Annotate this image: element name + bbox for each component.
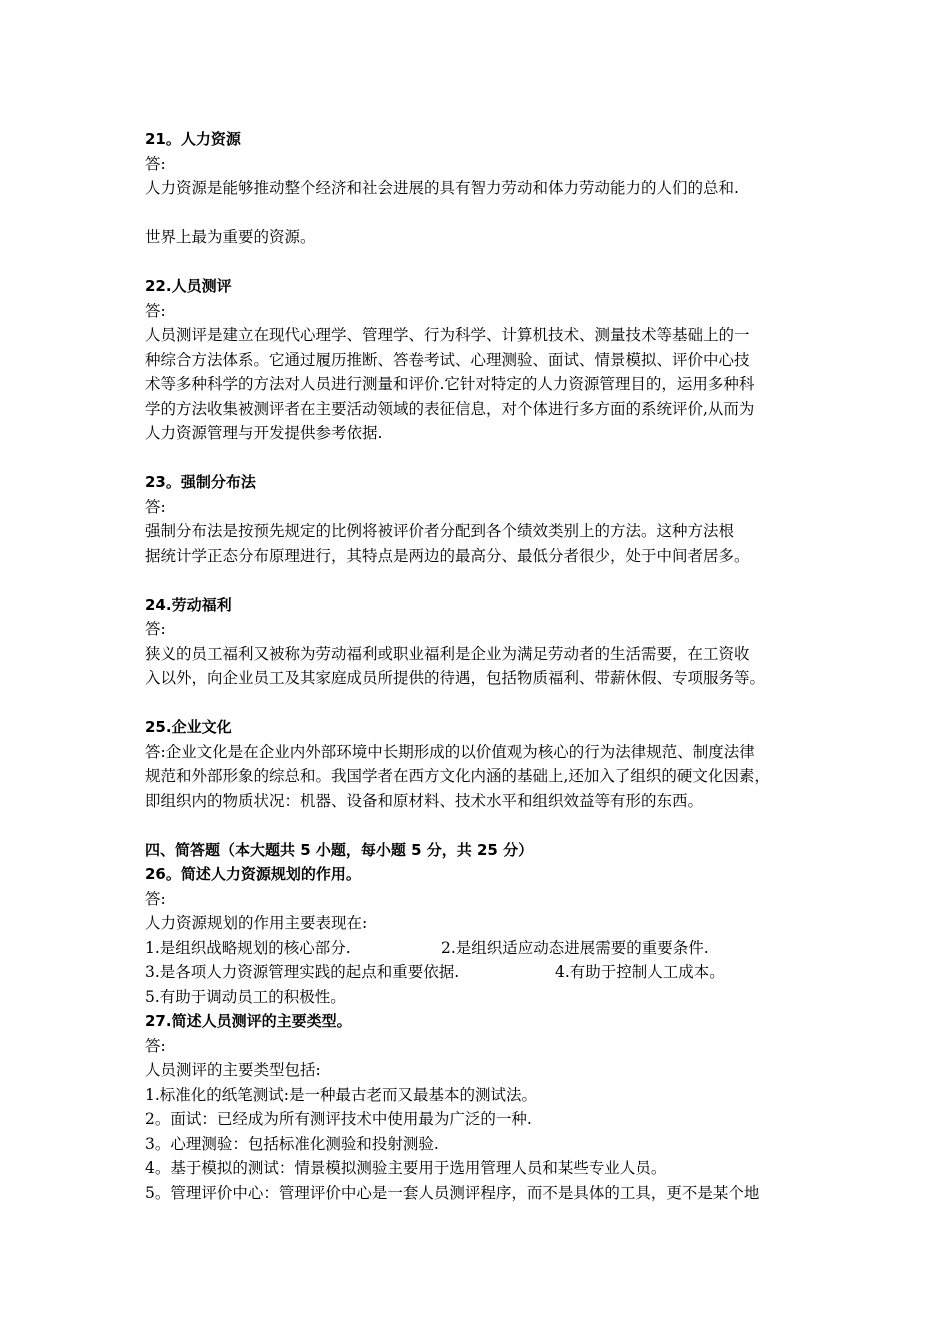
q22-answer-line: 学的方法收集被测评者在主要活动领域的表征信息，对个体进行多方面的系统评价,从而为 [145, 399, 755, 418]
q23-title: 23。强制分布法 [145, 473, 256, 491]
q25-answer-line: 规范和外部形象的综总和。我国学者在西方文化内涵的基础上,还加入了组织的硬文化因素， [145, 767, 770, 785]
spacer [145, 568, 825, 593]
q23-answer-line: 据统计学正态分布原理进行，其特点是两边的最高分、最低分者很少，处于中间者居多。 [145, 546, 750, 565]
q27-item: 3。心理测验：包括标准化测验和投射测验. [145, 1134, 439, 1153]
spacer [145, 813, 825, 838]
spacer [145, 250, 825, 275]
q21-answer-label: 答: [145, 154, 166, 173]
q22-answer-line: 种综合方法体系。它通过履历推断、答卷考试、心理测验、面试、情景模拟、评价中心技 [145, 350, 750, 369]
q27-item: 5。管理评价中心：管理评价中心是一套人员测评程序，而不是具体的工具，更不是某个地 [145, 1183, 760, 1202]
spacer [145, 691, 825, 716]
q26-item-4: 4.有助于控制人工成本。 [555, 963, 725, 981]
q25-title: 25.企业文化 [145, 718, 232, 736]
q26-item-1: 1.是组织战略规划的核心部分. [145, 938, 351, 957]
spacer [145, 446, 825, 471]
q21-title: 21。人力资源 [145, 130, 241, 148]
q27-item: 1.标准化的纸笔测试:是一种最古老而又最基本的测试法。 [145, 1085, 538, 1104]
q26-items-row [145, 960, 825, 985]
q27-intro: 人员测评的主要类型包括: [145, 1061, 321, 1079]
q22-title: 22.人员测评 [145, 277, 232, 295]
q26-title: 26。简述人力资源规划的作用。 [145, 865, 361, 883]
q27-title: 27.简述人员测评的主要类型。 [145, 1012, 352, 1030]
q26-item-3: 3.是各项人力资源管理实践的起点和重要依据. [145, 963, 460, 981]
q23-answer-label: 答: [145, 497, 166, 516]
q25-answer-line: 即组织内的物质状况：机器、设备和原材料、技术水平和组织效益等有形的东西。 [145, 791, 704, 810]
q25-answer-line: 答:企业文化是在企业内外部环境中长期形成的以价值观为核心的行为法律规范、制度法律 [145, 742, 755, 761]
q23-answer-line: 强制分布法是按预先规定的比例将被评价者分配到各个绩效类别上的方法。这种方法根 [145, 522, 735, 540]
q26-item-5: 5.有助于调动员工的积极性。 [145, 987, 346, 1006]
q22-answer-label: 答: [145, 301, 166, 320]
q27-answer-label: 答: [145, 1036, 166, 1055]
q24-answer-line: 入以外，向企业员工及其家庭成员所提供的待遇，包括物质福利、带薪休假、专项服务等。 [145, 669, 766, 687]
q26-intro: 人力资源规划的作用主要表现在: [145, 914, 368, 932]
q21-answer-line: 人力资源是能够推动整个经济和社会进展的具有智力劳动和体力劳动能力的人们的总和. [145, 179, 739, 197]
q26-answer-label: 答: [145, 889, 166, 908]
q26-items-row [145, 936, 825, 961]
document-page [145, 127, 825, 1205]
q27-item: 2。面试：已经成为所有测评技术中使用最为广泛的一种. [145, 1110, 532, 1128]
q24-answer-label: 答: [145, 620, 166, 638]
q22-answer-line: 人力资源管理与开发提供参考依据. [145, 424, 383, 442]
q21-answer-line: 世界上最为重要的资源。 [145, 228, 316, 246]
q22-answer-line: 术等多种科学的方法对人员进行测量和评价.它针对特定的人力资源管理目的，运用多种科 [145, 375, 755, 393]
q22-answer-line: 人员测评是建立在现代心理学、管理学、行为科学、计算机技术、测量技术等基础上的一 [145, 326, 750, 344]
q24-title: 24.劳动福利 [145, 595, 232, 614]
q24-answer-line: 狭义的员工福利又被称为劳动福利或职业福利是企业为满足劳动者的生活需要，在工资收 [145, 644, 750, 663]
q27-item: 4。基于模拟的测试：情景模拟测验主要用于选用管理人员和某些专业人员。 [145, 1159, 667, 1177]
q26-item-2: 2.是组织适应动态进展需要的重要条件. [441, 938, 709, 957]
section-heading: 四、简答题（本大题共 5 小题，每小题 5 分，共 25 分） [145, 840, 534, 859]
spacer [145, 201, 825, 226]
